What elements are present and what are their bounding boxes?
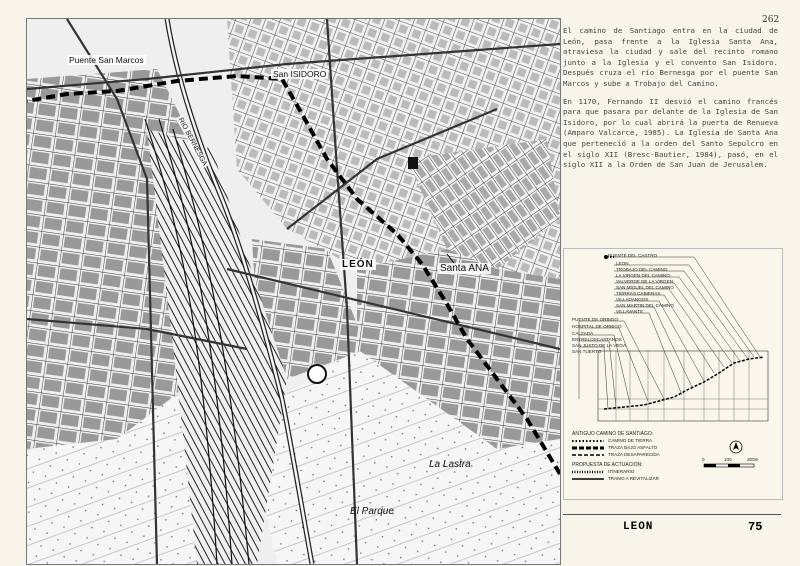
diagram-lower-stop-4: SAN JUSTO DE LA VEGA [572,343,627,348]
scale-label-0: 0 [702,457,705,462]
diagram-lower-stop-5: SAN TUERTO [572,349,602,354]
scale-label-200m: 200m [747,457,759,462]
description-text [563,26,778,178]
diagram-upper-stop-0: PUENTE DEL CASTRO [608,253,658,258]
page-number: 262 [762,15,780,25]
diagram-upper-stop-2: TROBAJO DEL CAMINO [616,267,668,272]
map-label-rio-bernesga: RIO BERNESGA [176,116,208,168]
legend-traza-asfalto: TRAZA BAJO ASFALTO [608,445,658,450]
legend-title-propuesta: PROPUESTA DE ACTUACION: [572,462,643,468]
diagram-upper-stop-3: LA VIRGEN DEL CAMINO [616,273,670,278]
legend-camino-tierra: CAMINO DE TIERRA [608,438,653,443]
map-label-santa-ana: Santa ANA [440,263,489,274]
page-footer [563,514,781,539]
diagram-lower-stop-3: ENTRELOSCASTANOS [572,337,622,342]
legend-itinerario: ITINERARIO [608,469,635,474]
diagram-upper-stop-6: TIERRAS CABIERAS [616,291,661,296]
legend-traza-desaparecida: TRAZA DESAPARECIDA [608,452,660,457]
diagram-lower-stop-2: CALZADA [572,331,594,336]
diagram-upper-stop-4: VALVERDE DE LA VIRGEN [616,279,674,284]
footer-place-name: LEON [623,521,654,533]
map-label-la-lastra: La Lastra [429,459,471,470]
paragraph-route: El camino de Santiago entra en la ciudad de León, pasa frente a la Iglesia Santa Ana, atraviesa la ciudad y sale del recinto romano junto a la Iglesia y el convento San Isidoro. Después cruza el río Bernesga por el puente San Marcos y sube a Trobajo del Camino. [563,26,778,88]
map-label-san-isidoro: San ISIDORO [273,69,327,79]
diagram-upper-stop-7: VILLADANGOS [616,297,649,302]
map-label-puente-san-marcos: Puente San Marcos [69,55,144,65]
footer-sheet-number: 75 [748,520,763,534]
paragraph-history: En 1170, Fernando II desvió el camino francés para que pasara por delante de la Iglesia de San Isidoro, por lo cual abrirá la puerta de Renueva (Amparo Valcarce, 1985). La Iglesia de Santa Ana que perteneció a la orden del Santo Sepulcro en el siglo XII (Bresc-Bautier, 1984), pasó, en el siglo XII a la Orden de San Juan de Jerusalem. [563,96,778,170]
map-drawing [27,19,560,564]
diagram-lower-stop-0: PUENTE DE ORBIGO [572,317,618,322]
map-label-el-parque: El Parque [350,506,394,517]
diagram-upper-stop-8: SAN MARTIN DEL CAMINO [616,303,674,308]
diagram-lower-stop-1: HOSPITAL DE ORBIGO [572,324,622,329]
diagram-upper-stop-9: VILLAVANTE [616,309,644,314]
scale-label-100: 100 [724,457,732,462]
diagram-upper-stop-1: LEON [616,261,629,266]
legend-title-antiguo: ANTIGUO CAMINO DE SANTIAGO: [572,431,654,437]
route-profile-diagram [563,248,783,500]
city-map [26,18,561,565]
legend-tramo-revitalizar: TRAMO A REVITALIZAR [608,476,659,481]
diagram-upper-stop-5: SAN MIGUEL DEL CAMINO [616,285,674,290]
map-label-leon: LEÓN [342,259,374,270]
